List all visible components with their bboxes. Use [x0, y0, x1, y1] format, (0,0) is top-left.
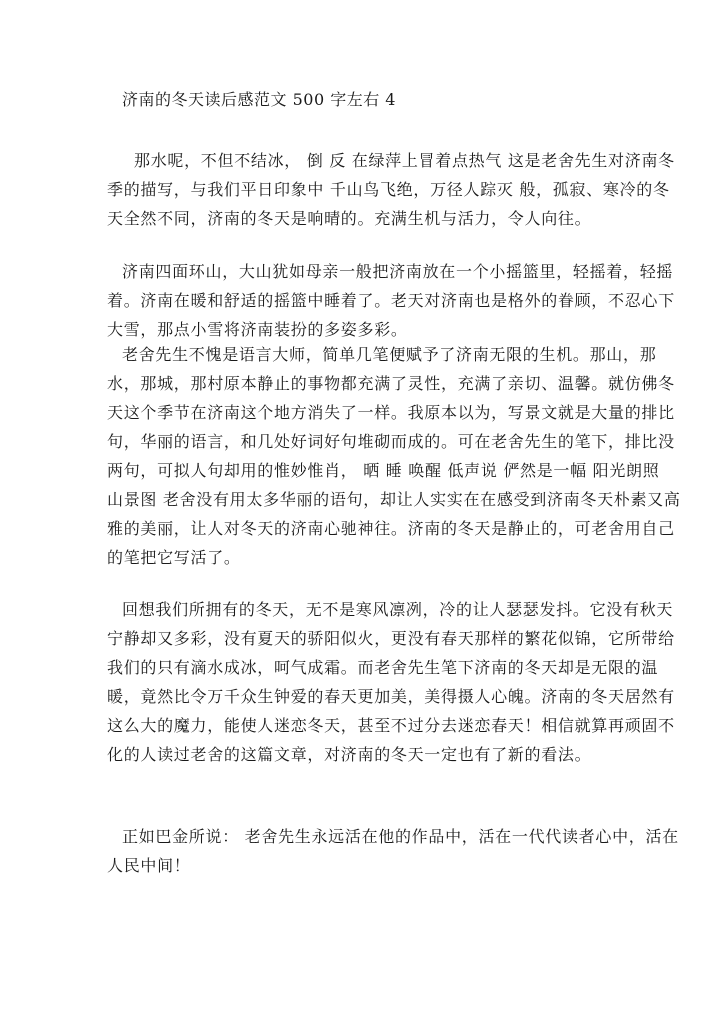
text-line: 天这个季节在济南这个地方消失了一样。我原本以为，写景文就是大量的排比 [107, 403, 675, 422]
text-line: 的笔把它写活了。 [107, 548, 241, 567]
document-title: 济南的冬天读后感范文 500 字左右 4 [122, 90, 396, 109]
text-line: 人民中间！ [107, 856, 191, 875]
text-line: 化的人读过老舍的这篇文章，对济南的冬天一定也有了新的看法。 [107, 745, 592, 764]
paragraph-5 [107, 822, 679, 880]
text-line: 雅的美丽，让人对冬天的济南心驰神往。济南的冬天是静止的，可老舍用自己 [107, 519, 675, 538]
paragraph-2 [107, 257, 675, 344]
text-line: 老舍先生不愧是语言大师，简单几笔便赋予了济南无限的生机。那山，那 [122, 345, 657, 364]
text-line: 季的描写，与我们平日印象中 千山鸟飞绝，万径人踪灭 般，孤寂、寒冷的冬 [107, 180, 670, 199]
text-line: 天全然不同，济南的冬天是响晴的。充满生机与活力，令人向往。 [107, 209, 592, 228]
paragraph-1 [107, 146, 675, 233]
text-line: 回想我们所拥有的冬天，无不是寒风凛冽，冷的让人瑟瑟发抖。它没有秋天 [122, 600, 674, 619]
text-line: 着。济南在暖和舒适的摇篮中睡着了。老天对济南也是格外的眷顾，不忍心下 [107, 291, 675, 310]
text-line: 暖，竟然比令万千众生钟爱的春天更加美，美得摄人心魄。济南的冬天居然有 [107, 687, 675, 706]
text-line: 句，华丽的语言，和几处好词好句堆砌而成的。可在老舍先生的笔下，排比没 [107, 432, 675, 451]
text-line: 水，那城，那村原本静止的事物都充满了灵性，充满了亲切、温馨。就仿佛冬 [107, 374, 675, 393]
text-line: 大雪，那点小雪将济南装扮的多姿多彩。 [107, 320, 408, 339]
text-line: 济南四面环山，大山犹如母亲一般把济南放在一个小摇篮里，轻摇着，轻摇 [122, 262, 674, 281]
paragraph-4 [107, 595, 675, 769]
text-line: 宁静却又多彩，没有夏天的骄阳似火，更没有春天那样的繁花似锦，它所带给 [107, 629, 675, 648]
text-line: 两句，可拟人句却用的惟妙惟肖， 晒 睡 唤醒 低声说 俨然是一幅 阳光朗照 [107, 461, 660, 480]
text-line: 这么大的魔力，能使人迷恋冬天，甚至不过分去迷恋春天！相信就算再顽固不 [107, 716, 675, 735]
text-line: 那水呢，不但不结冰， 倒 反 在绿萍上冒着点热气 这是老舍先生对济南冬 [134, 151, 675, 170]
text-line: 正如巴金所说： 老舍先生永远活在他的作品中，活在一代代读者心中，活在 [122, 827, 679, 846]
text-line: 我们的只有滴水成冰，呵气成霜。而老舍先生笔下济南的冬天却是无限的温 [107, 658, 659, 677]
paragraph-3 [107, 340, 681, 572]
text-line: 山景图 老舍没有用太多华丽的语句，却让人实实在在感受到济南冬天朴素又高 [107, 490, 681, 509]
